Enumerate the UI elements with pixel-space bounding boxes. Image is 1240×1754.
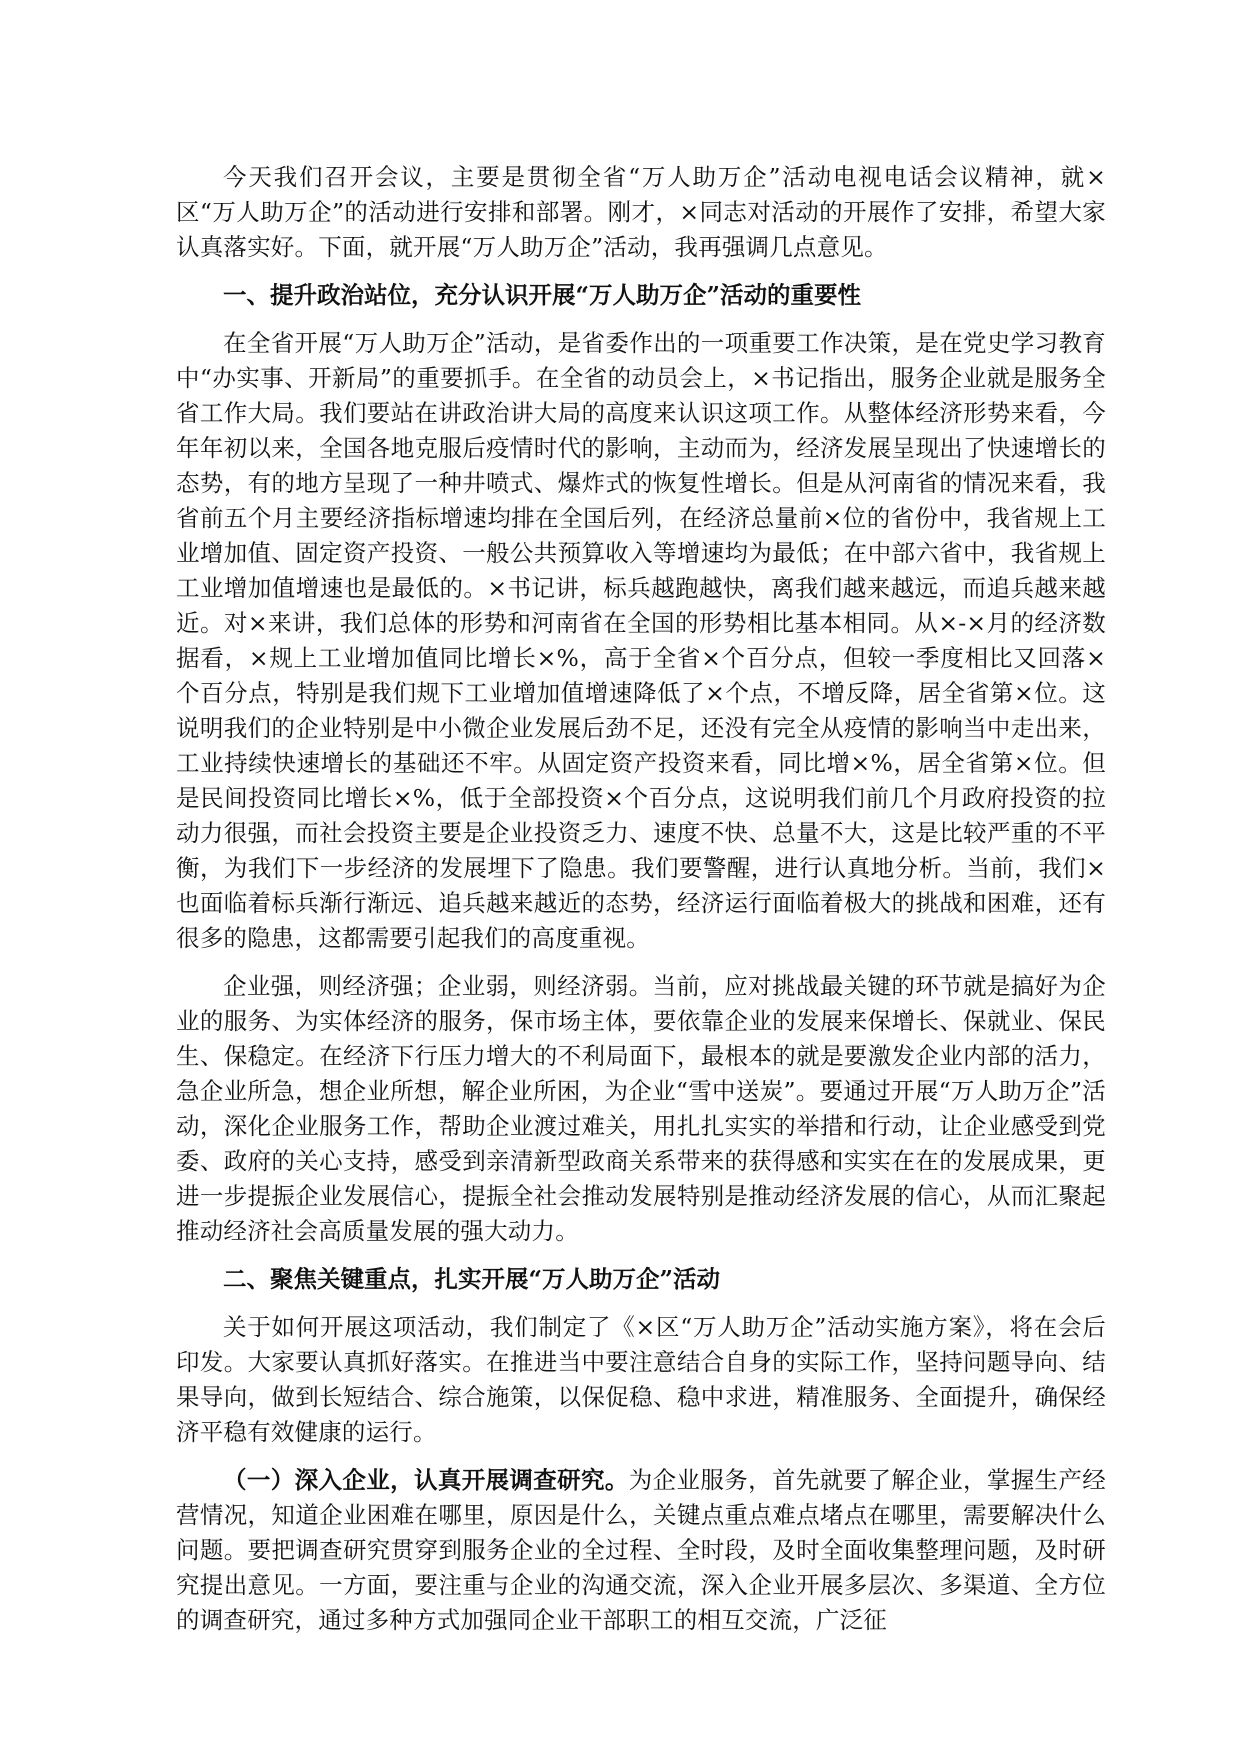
- section-2-heading: 二、聚焦关键重点，扎实开展“万人助万企”活动: [223, 1265, 721, 1293]
- document-page: [176, 160, 1106, 1651]
- section-1-heading: 一、提升政治站位，充分认识开展“万人助万企”活动的重要性: [223, 281, 862, 309]
- section-2-paragraph-1: 关于如何开展这项活动，我们制定了《×区“万人助万企”活动实施方案》，将在会后印发。大家要认真抓好落实。在推进当中要注意结合自身的实际工作，坚持问题导向、结果导向，做到长短结合、综合施策，以保促稳、稳中求进，精准服务、全面提升，确保经济平稳有效健康的运行。: [176, 1313, 1106, 1446]
- section-1-paragraph-1: 在全省开展“万人助万企”活动，是省委作出的一项重要工作决策，是在党史学习教育中“办实事、开新局”的重要抓手。在全省的动员会上，×书记指出，服务企业就是服务全省工作大局。我们要站在讲政治讲大局的高度来认识这项工作。从整体经济形势来看，今年年初以来，全国各地克服后疫情时代的影响，主动而为，经济发展呈现出了快速增长的态势，有的地方呈现了一种井喷式、爆炸式的恢复性增长。但是从河南省的情况来看，我省前五个月主要经济指标增速均排在全国后列，在经济总量前×位的省份中，我省规上工业增加值、固定资产投资、一般公共预算收入等增速均为最低；在中部六省中，我省规上工业增加值增速也是最低的。×书记讲，标兵越跑越快，离我们越来越远，而追兵越来越近。对×来讲，我们总体的形势和河南省在全国的形势相比基本相同。从×-×月的经济数据看，×规上工业增加值同比增长×%，高于全省×个百分点，但较一季度相比又回落×个百分点，特别是我们规下工业增加值增速降低了×个点，不增反降，居全省第×位。这说明我们的企业特别是中小微企业发展后劲不足，还没有完全从疫情的影响当中走出来，工业持续快速增长的基础还不牢。从固定资产投资来看，同比增×%，居全省第×位。但是民间投资同比增长×%，低于全部投资×个百分点，这说明我们前几个月政府投资的拉动力很强，而社会投资主要是企业投资乏力、速度不快、总量不大，这是比较严重的不平衡，为我们下一步经济的发展埋下了隐患。我们要警醒，进行认真地分析。当前，我们×也面临着标兵渐行渐远、追兵越来越近的态势，经济运行面临着极大的挑战和困难，还有很多的隐患，这都需要引起我们的高度重视。: [176, 329, 1106, 952]
- subsection-1-lead: （一）深入企业，认真开展调查研究。: [223, 1466, 629, 1494]
- section-2-paragraph-2: [176, 1463, 1106, 1638]
- section-1-paragraph-2: 企业强，则经济强；企业弱，则经济弱。当前，应对挑战最关键的环节就是搞好为企业的服务、为实体经济的服务，保市场主体，要依靠企业的发展来保增长、保就业、保民生、保稳定。在经济下行压力增大的不利局面下，最根本的就是要激发企业内部的活力，急企业所急，想企业所想，解企业所困，为企业“雪中送炭”。要通过开展“万人助万企”活动，深化企业服务工作，帮助企业渡过难关，用扎扎实实的举措和行动，让企业感受到党委、政府的关心支持，感受到亲清新型政商关系带来的获得感和实实在在的发展成果，更进一步提振企业发展信心，提振全社会推动发展特别是推动经济发展的信心，从而汇聚起推动经济社会高质量发展的强大动力。: [176, 972, 1106, 1245]
- subsection-1-body: 为企业服务，首先就要了解企业，掌握生产经营情况，知道企业困难在哪里，原因是什么，关键点重点难点堵点在哪里，需要解决什么问题。要把调查研究贯穿到服务企业的全过程、全时段，及时全面收集整理问题，及时研究提出意见。一方面，要注重与企业的沟通交流，深入企业开展多层次、多渠道、全方位的调查研究，通过多种方式加强同企业干部职工的相互交流，广泛征: [176, 1466, 1106, 1634]
- intro-paragraph: 今天我们召开会议，主要是贯彻全省“万人助万企”活动电视电话会议精神，就×区“万人助万企”的活动进行安排和部署。刚才，×同志对活动的开展作了安排，希望大家认真落实好。下面，就开展“万人助万企”活动，我再强调几点意见。: [176, 163, 1106, 261]
